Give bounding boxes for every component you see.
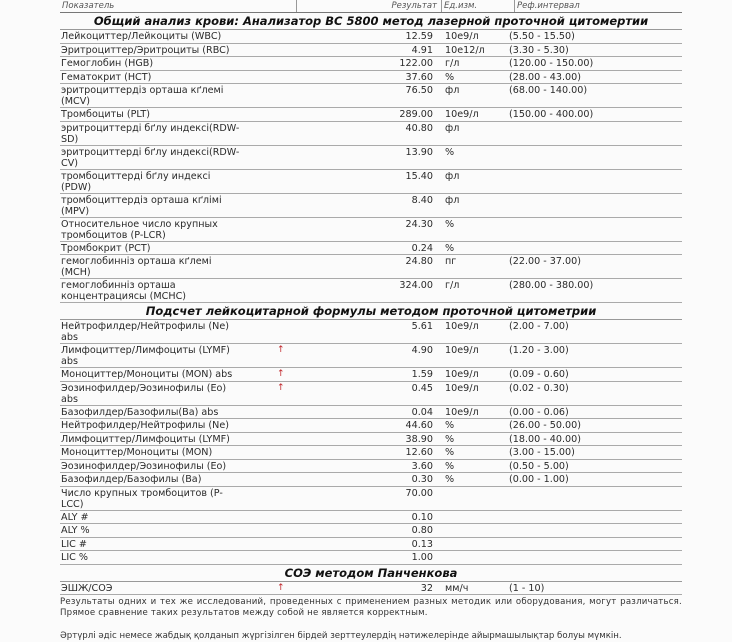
test-unit: пг <box>445 256 457 267</box>
reference-interval: (3.00 - 15.00) <box>509 447 575 458</box>
table-row <box>60 406 682 420</box>
test-unit: 10e12/л <box>445 44 485 56</box>
test-unit: % <box>445 420 455 431</box>
test-unit: 10e9/л <box>445 406 479 418</box>
test-name: Эритроциттер/Эритроциты (RBC) <box>61 44 230 56</box>
test-result: 70.00 <box>405 487 433 499</box>
test-result: 13.90 <box>405 146 433 158</box>
test-name: Гематокрит (HCT) <box>61 71 152 83</box>
test-name: тромбоциттердiз орташа кґлiмi (MPV) <box>61 194 222 217</box>
test-unit: % <box>445 460 455 472</box>
table-row <box>60 279 682 303</box>
reference-interval: (280.00 - 380.00) <box>509 280 594 291</box>
test-name: Моноциттер/Моноциты (MON) abs <box>61 369 233 380</box>
table-header <box>60 0 682 13</box>
header-result: Результат <box>297 0 442 12</box>
test-name: гемоглобиннiз орташа концентрациясы (MCHC) <box>61 280 187 302</box>
test-unit: фл <box>445 122 460 134</box>
header-unit: Ед.изм. <box>442 0 515 12</box>
test-unit <box>433 512 501 524</box>
table-row <box>60 551 682 565</box>
reference-interval: (0.50 - 5.00) <box>509 460 569 472</box>
test-result: 12.60 <box>405 447 433 458</box>
test-name: Лейкоциттер/Лейкоциты (WBC) <box>61 31 222 42</box>
test-result: 5.61 <box>411 321 433 332</box>
table-row <box>60 368 682 382</box>
test-unit: фл <box>445 85 460 96</box>
high-flag-icon <box>241 525 301 537</box>
test-name: Гемоглобин (HGB) <box>61 58 154 69</box>
section-title: Подсчет лейкоцитарной формулы методом проточной цитометрии <box>60 303 682 320</box>
reference-interval <box>501 539 682 551</box>
test-name: Моноциттер/Моноциты (MON) <box>61 447 213 458</box>
test-unit: 10e9/л <box>445 109 479 120</box>
table-row <box>60 473 682 487</box>
reference-interval <box>501 195 682 217</box>
test-name: Базофилдер/Базофилы (Ba) <box>61 474 202 485</box>
section-title: Общий анализ крови: Анализатор BC 5800 метод лазерной проточной цитомертии <box>60 13 682 30</box>
table-row <box>60 84 682 108</box>
reference-interval <box>501 171 682 193</box>
header-name: Показатель <box>60 0 297 12</box>
reference-interval: (150.00 - 400.00) <box>509 109 594 120</box>
table-row <box>60 446 682 460</box>
test-unit: фл <box>445 170 460 182</box>
reference-interval: (120.00 - 150.00) <box>509 58 594 69</box>
test-name: Лимфоциттер/Лимфоциты (LYMF) <box>61 433 230 445</box>
high-flag-icon <box>241 72 301 84</box>
high-flag-icon <box>241 45 301 57</box>
test-unit: фл <box>445 194 460 206</box>
table-row <box>60 218 682 242</box>
test-name: Лимфоциттер/Лимфоциты (LYMF) abs <box>61 345 230 367</box>
high-flag-icon <box>241 147 301 169</box>
table-row <box>60 255 682 279</box>
test-result: 1.59 <box>411 369 433 380</box>
test-result: 24.30 <box>405 218 433 230</box>
results-sections <box>60 13 682 595</box>
test-result: 4.90 <box>411 345 433 356</box>
high-flag-icon <box>241 171 301 193</box>
reference-interval: (22.00 - 37.00) <box>509 256 581 267</box>
table-row <box>60 71 682 85</box>
table-row <box>60 320 682 344</box>
table-row <box>60 44 682 58</box>
test-name: эритроциттердi бґлу индексi(RDW-SD) <box>61 122 240 145</box>
table-row <box>60 344 682 368</box>
high-flag-icon: ↑ <box>277 582 285 593</box>
reference-interval <box>501 123 682 145</box>
high-flag-icon <box>241 488 301 510</box>
table-row <box>60 194 682 218</box>
test-unit: 10e9/л <box>445 382 479 394</box>
high-flag-icon <box>241 31 301 43</box>
test-unit <box>433 525 501 537</box>
high-flag-icon <box>241 256 301 278</box>
test-unit: % <box>445 218 455 230</box>
test-unit: мм/ч <box>445 582 469 594</box>
footer-note: Результаты одних и тех же исследований, проведенных с применением разных методик или оборудования, могут различаться. Прямое сравнение таких результатов между собой не является корректным. <box>60 597 682 618</box>
high-flag-icon <box>241 219 301 241</box>
table-row <box>60 146 682 170</box>
test-name: гемоглобиннiз орташа кґлемi (MCH) <box>61 256 212 278</box>
test-name: LIC % <box>61 552 89 563</box>
reference-interval <box>501 552 682 564</box>
table-row <box>60 57 682 71</box>
reference-interval: (0.00 - 0.06) <box>509 406 569 418</box>
high-flag-icon <box>241 123 301 145</box>
reference-interval: (0.09 - 0.60) <box>509 369 569 380</box>
high-flag-icon <box>241 474 301 486</box>
table-row <box>60 419 682 433</box>
table-row <box>60 511 682 525</box>
lab-results-document <box>60 0 682 642</box>
reference-interval: (0.02 - 0.30) <box>509 382 569 394</box>
reference-interval: (3.30 - 5.30) <box>509 44 569 56</box>
test-result: 289.00 <box>399 109 433 120</box>
high-flag-icon: ↑ <box>277 382 285 393</box>
reference-interval: (0.00 - 1.00) <box>509 474 569 485</box>
reference-interval <box>501 488 682 510</box>
test-name: Нейтрофилдер/Нейтрофилы (Ne) <box>61 420 229 431</box>
table-row <box>60 242 682 256</box>
test-name: ЭШЖ/СОЭ <box>61 582 113 594</box>
test-result: 0.10 <box>411 511 433 523</box>
table-row <box>60 487 682 511</box>
high-flag-icon <box>241 321 301 343</box>
reference-interval: (28.00 - 43.00) <box>509 71 581 83</box>
reference-interval <box>501 243 682 255</box>
test-result: 32 <box>420 582 433 594</box>
test-name: Базофилдер/Базофилы(Ba) abs <box>61 406 219 418</box>
test-name: эритроциттердiз орташа кґлемi (MCV) <box>61 85 224 107</box>
reference-interval <box>501 512 682 524</box>
table-row <box>60 524 682 538</box>
high-flag-icon: ↑ <box>277 369 285 379</box>
high-flag-icon <box>241 109 301 121</box>
reference-interval: (2.00 - 7.00) <box>509 321 569 332</box>
test-unit: 10e9/л <box>445 31 479 42</box>
test-result: 8.40 <box>411 194 433 206</box>
test-unit: % <box>445 447 455 458</box>
test-name: ALY # <box>61 511 89 523</box>
reference-interval: (1.20 - 3.00) <box>509 345 569 356</box>
table-row <box>60 433 682 447</box>
test-result: 4.91 <box>411 44 433 56</box>
section-title: СОЭ методом Панченкова <box>60 565 682 582</box>
high-flag-icon <box>241 461 301 473</box>
table-row <box>60 460 682 474</box>
test-unit: г/л <box>445 58 460 69</box>
table-row <box>60 30 682 44</box>
high-flag-icon <box>241 280 301 302</box>
table-row <box>60 170 682 194</box>
test-unit <box>433 552 501 564</box>
test-name: ALY % <box>61 525 90 536</box>
test-name: тромбоциттердi бґлу индексi (PDW) <box>61 170 211 193</box>
test-result: 15.40 <box>405 170 433 182</box>
test-result: 0.45 <box>411 382 433 394</box>
test-result: 0.24 <box>411 242 433 254</box>
footer-note-kz: Әртүрлі әдіс немесе жабдық қолданып жүргізілген бірдей зерттеулердің нәтижелерінде айырмашылықтар болуы мүмкін. <box>60 631 622 641</box>
high-flag-icon <box>241 85 301 107</box>
test-name: Нейтрофилдер/Нейтрофилы (Ne) abs <box>61 321 229 343</box>
table-row <box>60 582 682 596</box>
test-unit <box>433 488 501 510</box>
test-unit: % <box>445 242 455 254</box>
test-result: 122.00 <box>399 58 433 69</box>
high-flag-icon <box>241 58 301 70</box>
high-flag-icon <box>241 447 301 459</box>
table-row <box>60 108 682 122</box>
high-flag-icon <box>241 195 301 217</box>
test-unit: г/л <box>445 280 460 291</box>
table-row <box>60 122 682 146</box>
test-unit <box>433 539 501 551</box>
test-result: 0.30 <box>411 474 433 485</box>
test-unit: 10e9/л <box>445 321 479 332</box>
high-flag-icon <box>241 552 301 564</box>
table-row <box>60 382 682 406</box>
reference-interval <box>501 219 682 241</box>
test-name: эритроциттердi бґлу индексi(RDW-CV) <box>61 146 240 169</box>
test-unit: % <box>445 71 455 83</box>
test-result: 0.04 <box>411 406 433 418</box>
test-result: 37.60 <box>405 71 433 83</box>
test-result: 12.59 <box>405 31 433 42</box>
test-result: 0.80 <box>411 525 433 536</box>
test-result: 324.00 <box>399 280 433 291</box>
high-flag-icon <box>241 243 301 255</box>
reference-interval <box>501 525 682 537</box>
reference-interval: (18.00 - 40.00) <box>509 433 581 445</box>
test-name: Относительное число крупных тромбоцитов (P-LCR) <box>61 218 218 241</box>
test-result: 38.90 <box>405 433 433 445</box>
test-name: LIC # <box>61 538 87 550</box>
test-result: 1.00 <box>411 552 433 563</box>
high-flag-icon <box>241 407 301 419</box>
table-row <box>60 538 682 552</box>
reference-interval <box>501 147 682 169</box>
test-unit: % <box>445 146 455 158</box>
reference-interval: (5.50 - 15.50) <box>509 31 575 42</box>
test-name: Число крупных тромбоцитов (P-LCC) <box>61 487 223 510</box>
test-unit: 10e9/л <box>445 345 479 356</box>
high-flag-icon <box>241 539 301 551</box>
test-result: 44.60 <box>405 420 433 431</box>
test-result: 40.80 <box>405 122 433 134</box>
test-result: 76.50 <box>405 85 433 96</box>
test-result: 0.13 <box>411 538 433 550</box>
test-unit: % <box>445 433 455 445</box>
reference-interval: (26.00 - 50.00) <box>509 420 581 431</box>
test-name: Эозинофилдер/Эозинофилы (Eo) <box>61 460 227 472</box>
test-unit: 10e9/л <box>445 369 479 380</box>
test-name: Тромбокрит (PCT) <box>61 242 151 254</box>
reference-interval: (68.00 - 140.00) <box>509 85 588 96</box>
test-result: 3.60 <box>411 460 433 472</box>
high-flag-icon <box>241 512 301 524</box>
reference-interval: (1 - 10) <box>509 582 545 594</box>
test-result: 24.80 <box>405 256 433 267</box>
test-unit: % <box>445 474 455 485</box>
test-name: Эозинофилдер/Эозинофилы (Eo) abs <box>61 382 227 405</box>
high-flag-icon <box>241 434 301 446</box>
high-flag-icon: ↑ <box>277 345 285 355</box>
high-flag-icon <box>241 420 301 432</box>
test-name: Тромбоциты (PLT) <box>61 109 150 120</box>
header-ref: Реф.интервал <box>517 1 580 11</box>
